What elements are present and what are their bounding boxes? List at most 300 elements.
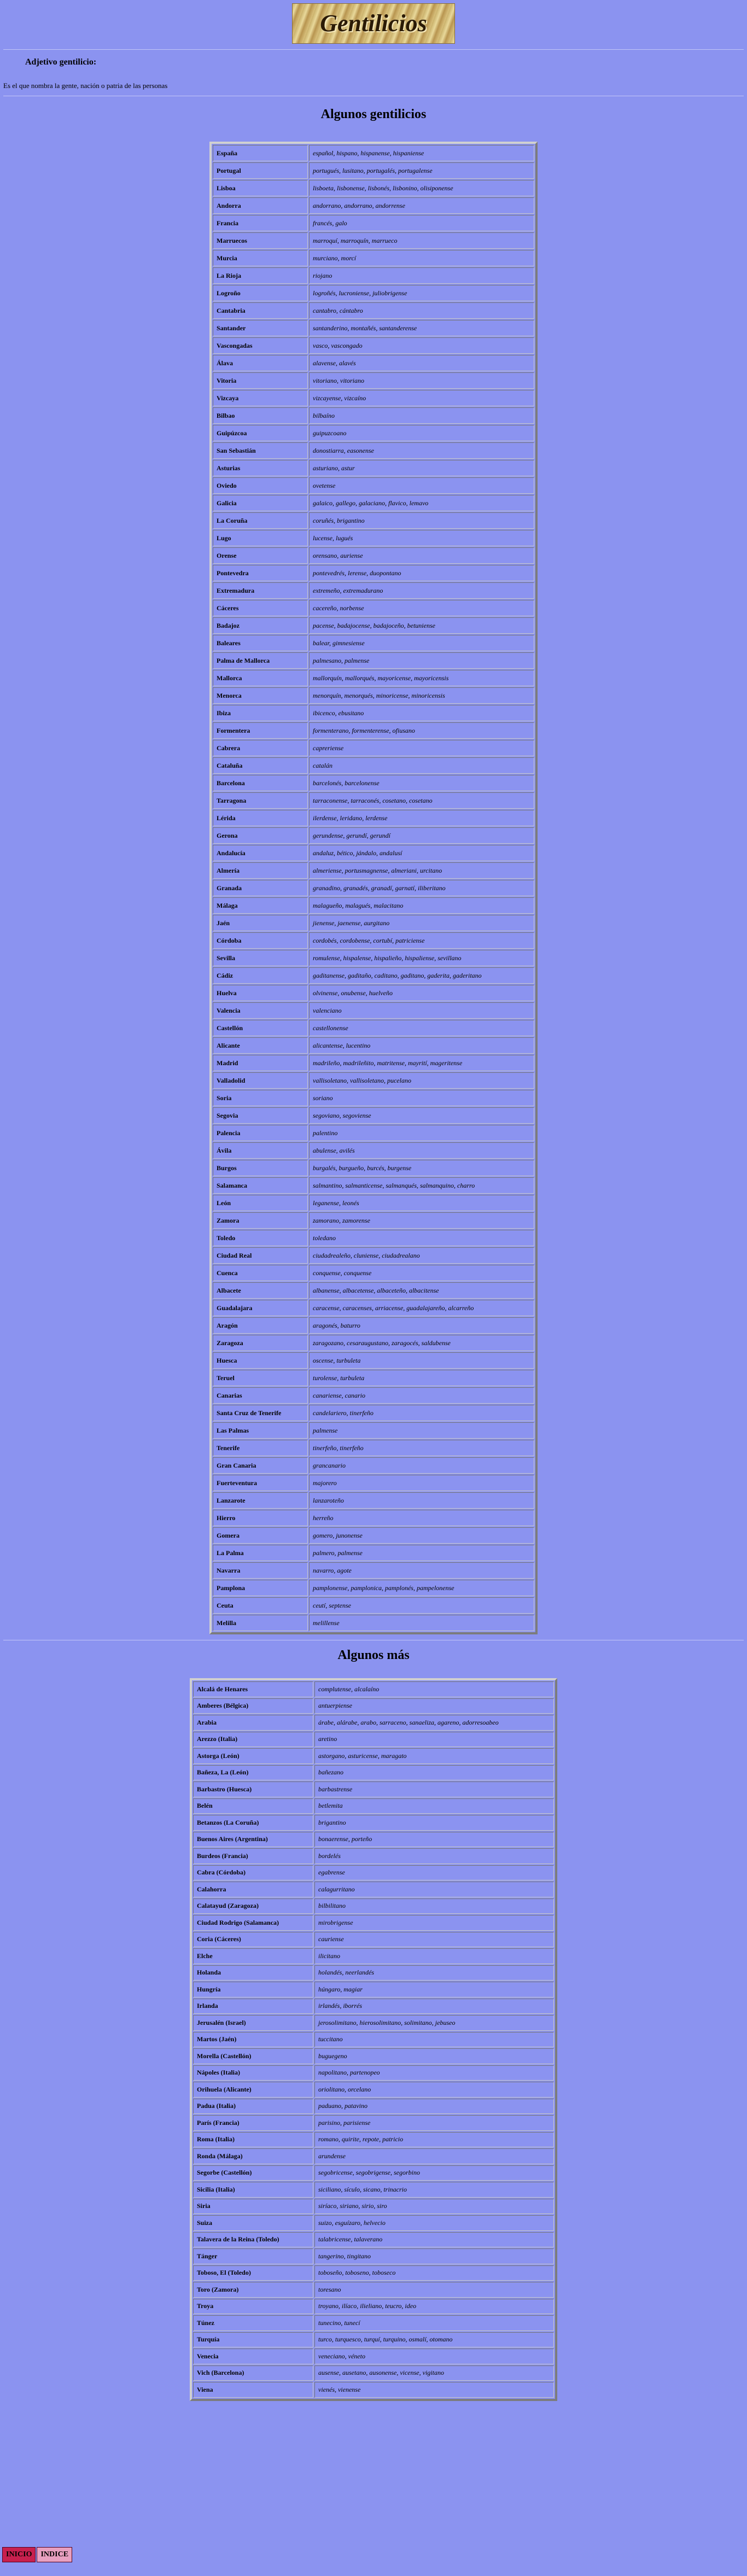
table-row xyxy=(193,2065,554,2081)
place-name: Orihuela (Alicante) xyxy=(193,2082,313,2098)
gentilicio-value: holandés, neerlandés xyxy=(314,1965,554,1981)
place-name: Canarias xyxy=(213,1387,308,1404)
gentilicios-table xyxy=(209,142,538,1634)
gentilicio-value: toboseño, toboseno, toboseco xyxy=(314,2265,554,2281)
gentilicio-value: conquense, conquense xyxy=(309,1265,534,1281)
table-row xyxy=(213,582,534,599)
gentilicio-value: suizo, esguízaro, helvecio xyxy=(314,2215,554,2231)
gentilicio-value: lanzaroteño xyxy=(309,1492,534,1509)
table-row xyxy=(213,145,534,161)
gentilicio-value: egabrense xyxy=(314,1865,554,1881)
gentilicio-value: calagurritano xyxy=(314,1882,554,1897)
place-name: Barcelona xyxy=(213,775,308,791)
place-name: Logroño xyxy=(213,285,308,301)
gentilicio-value: astorgano, asturicense, maragato xyxy=(314,1748,554,1764)
definition-text: Es el que nombra la gente, nación o patria de las personas xyxy=(3,81,168,90)
table-row xyxy=(193,1798,554,1814)
gentilicio-value: oriolitano, orcelano xyxy=(314,2082,554,2098)
place-name: Hungría xyxy=(193,1982,313,1997)
gentilicio-value: portugués, lusitano, portugalés, portugalense xyxy=(309,162,534,179)
table-row xyxy=(193,2232,554,2248)
place-name: Oviedo xyxy=(213,477,308,494)
place-name: España xyxy=(213,145,308,161)
table-row xyxy=(193,1865,554,1881)
place-name: Venecia xyxy=(193,2349,313,2364)
table-row xyxy=(193,2365,554,2381)
table-row xyxy=(193,1698,554,1714)
place-name: Toboso, El (Toledo) xyxy=(193,2265,313,2281)
table-row xyxy=(193,2082,554,2098)
table-row xyxy=(213,1125,534,1141)
place-name: Badajoz xyxy=(213,617,308,634)
table-row xyxy=(213,967,534,984)
place-name: Tarragona xyxy=(213,792,308,809)
gentilicio-value: olvinense, onubense, huelveño xyxy=(309,985,534,1001)
table-row xyxy=(193,2048,554,2064)
place-name: Morella (Castellón) xyxy=(193,2048,313,2064)
table-row xyxy=(213,477,534,494)
table-row xyxy=(213,617,534,634)
gentilicio-value: andaluz, bético, jándalo, andalusí xyxy=(309,845,534,861)
gentilicio-value: majorero xyxy=(309,1475,534,1491)
table-row xyxy=(213,600,534,616)
place-name: Gerona xyxy=(213,827,308,844)
place-name: Túnez xyxy=(193,2315,313,2331)
gentilicio-value: aretino xyxy=(314,1732,554,1748)
table-row xyxy=(213,1527,534,1544)
place-name: Salamanca xyxy=(213,1177,308,1194)
gentilicio-value: turco, turquesco, turquí, turquino, osmalí, otomano xyxy=(314,2332,554,2348)
gentilicio-value: extremeño, extremadurano xyxy=(309,582,534,599)
place-name: Bañeza, La (León) xyxy=(193,1765,313,1781)
gentilicio-value: cordobés, cordobense, cortubí, patriciense xyxy=(309,932,534,949)
table-row xyxy=(213,232,534,249)
gentilicio-value: canariense, canario xyxy=(309,1387,534,1404)
place-name: Amberes (Bélgica) xyxy=(193,1698,313,1714)
table-row xyxy=(213,1510,534,1526)
gentilicio-value: romano, quirite, repote, patricio xyxy=(314,2132,554,2148)
gentilicio-value: irlandés, iborrés xyxy=(314,1999,554,2014)
table-row xyxy=(213,1300,534,1316)
gentilicio-value: tarraconense, tarraconés, cosetano, cosetano xyxy=(309,792,534,809)
table-row xyxy=(193,2148,554,2164)
table-row xyxy=(213,1475,534,1491)
place-name: Madrid xyxy=(213,1055,308,1071)
table-row xyxy=(213,1492,534,1509)
table-row xyxy=(213,635,534,651)
place-name: Jaén xyxy=(213,915,308,931)
gentilicio-value: arundense xyxy=(314,2148,554,2164)
gentilicio-value: navarro, agote xyxy=(309,1562,534,1579)
place-name: Aragón xyxy=(213,1317,308,1334)
place-name: Palma de Mallorca xyxy=(213,652,308,669)
table-row xyxy=(193,2349,554,2364)
table-row xyxy=(193,1732,554,1748)
gentilicio-value: jienense, jaenense, aurgitano xyxy=(309,915,534,931)
place-name: Menorca xyxy=(213,687,308,704)
place-name: Castellón xyxy=(213,1020,308,1036)
gentilicio-value: tangerino, tingitano xyxy=(314,2248,554,2264)
gentilicio-value: palmense xyxy=(309,1422,534,1439)
place-name: Córdoba xyxy=(213,932,308,949)
definition-term: Adjetivo gentilicio: xyxy=(25,57,97,67)
table-row xyxy=(213,512,534,529)
place-name: Guadalajara xyxy=(213,1300,308,1316)
place-name: Marruecos xyxy=(213,232,308,249)
place-name: Suiza xyxy=(193,2215,313,2231)
place-name: Siria xyxy=(193,2199,313,2215)
gentilicio-value: buguegeno xyxy=(314,2048,554,2064)
gentilicio-value: húngaro, magiar xyxy=(314,1982,554,1997)
place-name: Las Palmas xyxy=(213,1422,308,1439)
place-name: Sicilia (Italia) xyxy=(193,2182,313,2198)
gentilicio-value: malagueño, malagués, malacitano xyxy=(309,897,534,914)
table-row xyxy=(213,1002,534,1019)
gentilicio-value: catalán xyxy=(309,757,534,774)
table-row xyxy=(193,1765,554,1781)
place-name: Zaragoza xyxy=(213,1335,308,1351)
place-name: Ciudad Real xyxy=(213,1247,308,1264)
gentilicio-value: riojano xyxy=(309,267,534,284)
table-row xyxy=(193,2015,554,2031)
table-row xyxy=(213,530,534,546)
table-row xyxy=(213,1195,534,1211)
place-name: Segorbe (Castellón) xyxy=(193,2165,313,2181)
gentilicio-value: parisino, parisiense xyxy=(314,2115,554,2131)
place-name: La Palma xyxy=(213,1545,308,1561)
place-name: Gran Canaria xyxy=(213,1457,308,1474)
table-row xyxy=(213,880,534,896)
place-name: Cataluña xyxy=(213,757,308,774)
table-row xyxy=(193,1982,554,1997)
place-name: Segovia xyxy=(213,1107,308,1124)
table-row xyxy=(213,302,534,319)
place-name: Padua (Italia) xyxy=(193,2099,313,2114)
place-name: León xyxy=(213,1195,308,1211)
place-name: Toro (Zamora) xyxy=(193,2282,313,2298)
gentilicio-value: granadino, granadés, granadí, garnatí, iliberitano xyxy=(309,880,534,896)
table-row xyxy=(213,565,534,581)
gentilicio-value: cacereño, norbense xyxy=(309,600,534,616)
table-row xyxy=(193,2382,554,2398)
table-row xyxy=(213,1562,534,1579)
place-name: Gomera xyxy=(213,1527,308,1544)
table-row xyxy=(193,2215,554,2231)
place-name: Ronda (Málaga) xyxy=(193,2148,313,2164)
table-row xyxy=(213,495,534,511)
gentilicio-value: cantabro, cántabro xyxy=(309,302,534,319)
table-row xyxy=(193,1715,554,1731)
table-row xyxy=(213,1405,534,1421)
table-row xyxy=(213,897,534,914)
place-name: Zamora xyxy=(213,1212,308,1229)
inicio-link[interactable]: INICIO xyxy=(2,2547,36,2562)
place-name: Ceuta xyxy=(213,1597,308,1614)
table-row xyxy=(213,547,534,564)
table-row xyxy=(213,1615,534,1631)
section-heading-gentilicios: Algunos gentilicios xyxy=(320,107,427,121)
gentilicio-value: donostiarra, easonense xyxy=(309,442,534,459)
place-name: Fuerteventura xyxy=(213,1475,308,1491)
gentilicio-value: pacense, badajocense, badajoceño, betuniense xyxy=(309,617,534,634)
gentilicio-value: turolense, turbuleta xyxy=(309,1370,534,1386)
gentilicio-value: bilbaíno xyxy=(309,407,534,424)
place-name: Cantabria xyxy=(213,302,308,319)
gentilicio-value: francés, galo xyxy=(309,215,534,231)
table-row xyxy=(193,2282,554,2298)
gentilicio-value: vienés, vienense xyxy=(314,2382,554,2398)
gentilicio-value: capreriense xyxy=(309,740,534,756)
table-row xyxy=(193,2132,554,2148)
table-row xyxy=(213,1352,534,1369)
place-name: Andorra xyxy=(213,197,308,214)
gentilicio-value: logroñés, lucroniense, juliobrigense xyxy=(309,285,534,301)
gentilicio-value: palentino xyxy=(309,1125,534,1141)
gentilicio-value: zamorano, zamorense xyxy=(309,1212,534,1229)
table-row xyxy=(213,1545,534,1561)
gentilicio-value: ausense, ausetano, ausonense, vicense, vigitano xyxy=(314,2365,554,2381)
gentilicio-value: vizcayense, vizcaíno xyxy=(309,390,534,406)
gentilicio-value: pontevedrés, lerense, duopontano xyxy=(309,565,534,581)
gentilicio-value: ibicenco, ebusitano xyxy=(309,705,534,721)
gentilicio-value: palmesano, palmense xyxy=(309,652,534,669)
table-row xyxy=(213,1020,534,1036)
table-row xyxy=(213,1142,534,1159)
table-row xyxy=(213,932,534,949)
table-row xyxy=(213,705,534,721)
gentilicio-value: mallorquín, mallorqués, mayoricense, mayoricensis xyxy=(309,670,534,686)
table-row xyxy=(213,1072,534,1089)
table-row xyxy=(213,1090,534,1106)
table-row xyxy=(193,1832,554,1848)
place-name: Murcia xyxy=(213,250,308,266)
indice-link[interactable]: INDICE xyxy=(37,2547,72,2562)
gentilicio-value: bordelés xyxy=(314,1848,554,1864)
gentilicio-value: barcelonés, barcelonense xyxy=(309,775,534,791)
gentilicio-value: valenciano xyxy=(309,1002,534,1019)
gentilicio-value: ceutí, septense xyxy=(309,1597,534,1614)
gentilicio-value: betlemita xyxy=(314,1798,554,1814)
place-name: Calahorra xyxy=(193,1882,313,1897)
gentilicio-value: lucense, lugués xyxy=(309,530,534,546)
table-row xyxy=(193,1781,554,1797)
table-row xyxy=(193,1848,554,1864)
gentilicio-value: palmero, palmense xyxy=(309,1545,534,1561)
gentilicio-value: formenterano, formenterense, ofiusano xyxy=(309,722,534,739)
table-row xyxy=(193,1899,554,1914)
gentilicio-value: ilerdense, leridano, lerdense xyxy=(309,810,534,826)
place-name: París (Francia) xyxy=(193,2115,313,2131)
table-row xyxy=(213,372,534,389)
gentilicio-value: bañezano xyxy=(314,1765,554,1781)
table-row xyxy=(213,425,534,441)
table-row xyxy=(213,775,534,791)
place-name: Cabra (Córdoba) xyxy=(193,1865,313,1881)
table-row xyxy=(193,2332,554,2348)
table-row xyxy=(213,267,534,284)
gentilicio-value: toresano xyxy=(314,2282,554,2298)
place-name: Portugal xyxy=(213,162,308,179)
place-name: Talavera de la Reina (Toledo) xyxy=(193,2232,313,2248)
place-name: Ávila xyxy=(213,1142,308,1159)
place-name: Holanda xyxy=(193,1965,313,1981)
place-name: Formentera xyxy=(213,722,308,739)
gentilicio-value: alicantense, lucentino xyxy=(309,1037,534,1054)
place-name: Guipúzcoa xyxy=(213,425,308,441)
page-title: Gentilicios xyxy=(320,10,427,37)
gentilicio-value: zaragozano, cesaraugustano, zaragocés, saldubense xyxy=(309,1335,534,1351)
place-name: San Sebastián xyxy=(213,442,308,459)
place-name: Melilla xyxy=(213,1615,308,1631)
table-row xyxy=(213,915,534,931)
gentilicio-value: asturiano, astur xyxy=(309,460,534,476)
place-name: Burdeos (Francia) xyxy=(193,1848,313,1864)
table-row xyxy=(213,1597,534,1614)
place-name: Bilbao xyxy=(213,407,308,424)
gentilicio-value: ovetense xyxy=(309,477,534,494)
gentilicio-value: paduano, patavino xyxy=(314,2099,554,2114)
table-row xyxy=(213,1335,534,1351)
gentilicio-value: jerosolimitano, hierosolimitano, solimitano, jebuseo xyxy=(314,2015,554,2031)
table-row xyxy=(213,1317,534,1334)
place-name: Soria xyxy=(213,1090,308,1106)
place-name: Calatayud (Zaragoza) xyxy=(193,1899,313,1914)
place-name: Vizcaya xyxy=(213,390,308,406)
table-row xyxy=(213,722,534,739)
table-row xyxy=(193,2315,554,2331)
table-row xyxy=(213,1580,534,1596)
gentilicio-value: grancanario xyxy=(309,1457,534,1474)
table-row xyxy=(213,810,534,826)
table-row xyxy=(213,355,534,371)
gentilicio-value: complutense, alcalaíno xyxy=(314,1681,554,1697)
gentilicio-value: bonaerense, porteño xyxy=(314,1832,554,1848)
place-name: Málaga xyxy=(213,897,308,914)
table-row xyxy=(193,1681,554,1697)
gentilicio-value: almeriense, portusmagnense, almeriani, urcitano xyxy=(309,862,534,879)
gentilicio-value: ciudadrealeño, cluniense, ciudadrealano xyxy=(309,1247,534,1264)
gentilicio-value: tunecino, tunecí xyxy=(314,2315,554,2331)
place-name: La Rioja xyxy=(213,267,308,284)
gentilicio-value: madrileño, madrileñito, matritense, mayrití, mageritense xyxy=(309,1055,534,1071)
gentilicio-value: santanderino, montañés, santanderense xyxy=(309,320,534,336)
header xyxy=(0,0,747,44)
table-row xyxy=(213,320,534,336)
place-name: Coria (Cáceres) xyxy=(193,1932,313,1948)
table-row xyxy=(213,1177,534,1194)
place-name: Lérida xyxy=(213,810,308,826)
place-name: Cuenca xyxy=(213,1265,308,1281)
table-row xyxy=(213,950,534,966)
gentilicio-value: coruñés, brigantino xyxy=(309,512,534,529)
gentilicio-value: albanense, albacetense, albaceteño, albacitense xyxy=(309,1282,534,1299)
gentilicio-value: gomero, junonense xyxy=(309,1527,534,1544)
gentilicio-value: toledano xyxy=(309,1230,534,1246)
place-name: Barbastro (Huesca) xyxy=(193,1781,313,1797)
place-name: Arabia xyxy=(193,1715,313,1731)
table-row xyxy=(213,862,534,879)
place-name: Elche xyxy=(193,1948,313,1964)
place-name: Valladolid xyxy=(213,1072,308,1089)
gentilicio-value: antuerpiense xyxy=(314,1698,554,1714)
place-name: Cádiz xyxy=(213,967,308,984)
place-name: La Coruña xyxy=(213,512,308,529)
gentilicio-value: cauriense xyxy=(314,1932,554,1948)
place-name: Almería xyxy=(213,862,308,879)
gentilicio-value: vasco, vascongado xyxy=(309,337,534,354)
table-row xyxy=(213,687,534,704)
gentilicio-value: soriano xyxy=(309,1090,534,1106)
gentilicio-value: español, hispano, hispanense, hispaniense xyxy=(309,145,534,161)
gentilicio-value: segoviano, segoviense xyxy=(309,1107,534,1124)
gentilicio-value: gaditanense, gaditaño, caditano, gaditano, gaderita, gaderitano xyxy=(309,967,534,984)
table-row xyxy=(213,1055,534,1071)
table-row xyxy=(213,652,534,669)
gentilicio-value: herreño xyxy=(309,1510,534,1526)
place-name: Extremadura xyxy=(213,582,308,599)
gentilicio-value: tinerfeño, tinerfeño xyxy=(309,1440,534,1456)
table-row xyxy=(213,792,534,809)
gentilicio-value: melillense xyxy=(309,1615,534,1631)
gentilicio-value: romulense, hispalense, hispalieño, hispaliense, sevillano xyxy=(309,950,534,966)
gentilicio-value: napolitano, partenopeo xyxy=(314,2065,554,2081)
table-row xyxy=(193,1948,554,1964)
gentilicio-value: leganense, leonés xyxy=(309,1195,534,1211)
place-name: Vich (Barcelona) xyxy=(193,2365,313,2381)
table-row xyxy=(193,2165,554,2181)
gentilicio-value: árabe, alárabe, arabo, sarraceno, sanaeliza, agareno, adorresoabeo xyxy=(314,1715,554,1731)
place-name: Palencia xyxy=(213,1125,308,1141)
table-row xyxy=(213,985,534,1001)
place-name: Toledo xyxy=(213,1230,308,1246)
place-name: Asturias xyxy=(213,460,308,476)
gentilicio-value: bilbilitano xyxy=(314,1899,554,1914)
place-name: Burgos xyxy=(213,1160,308,1176)
table-row xyxy=(193,1932,554,1948)
place-name: Jerusalén (Israel) xyxy=(193,2015,313,2031)
place-name: Hierro xyxy=(213,1510,308,1526)
place-name: Viena xyxy=(193,2382,313,2398)
table-row xyxy=(213,1107,534,1124)
table-row xyxy=(193,2099,554,2114)
place-name: Tánger xyxy=(193,2248,313,2264)
gentilicio-value: aragonés, baturro xyxy=(309,1317,534,1334)
place-name: Ciudad Rodrigo (Salamanca) xyxy=(193,1915,313,1931)
table-row xyxy=(213,250,534,266)
place-name: Cáceres xyxy=(213,600,308,616)
gentilicio-value: lisboeta, lisbonense, lisbonés, lisbonino, olisiponense xyxy=(309,180,534,196)
table-row xyxy=(213,1457,534,1474)
gentilicio-value: andorrano, andorrano, andorrense xyxy=(309,197,534,214)
table-row xyxy=(213,845,534,861)
table-row xyxy=(193,2115,554,2131)
gentilicio-value: vallisoletano, vallisoletanо, pucelano xyxy=(309,1072,534,1089)
table-row xyxy=(213,757,534,774)
place-name: Cabrera xyxy=(213,740,308,756)
table-row xyxy=(213,1247,534,1264)
table-row xyxy=(193,1748,554,1764)
place-name: Belén xyxy=(193,1798,313,1814)
place-name: Santa Cruz de Tenerife xyxy=(213,1405,308,1421)
table-row xyxy=(193,2199,554,2215)
gentilicio-value: siríaco, siriano, sirio, siro xyxy=(314,2199,554,2215)
place-name: Francia xyxy=(213,215,308,231)
gentilicio-value: pamplonense, pamplonica, pamplonés, pampelonense xyxy=(309,1580,534,1596)
place-name: Granada xyxy=(213,880,308,896)
table-row xyxy=(213,1370,534,1386)
table-row xyxy=(213,337,534,354)
place-name: Astorga (León) xyxy=(193,1748,313,1764)
